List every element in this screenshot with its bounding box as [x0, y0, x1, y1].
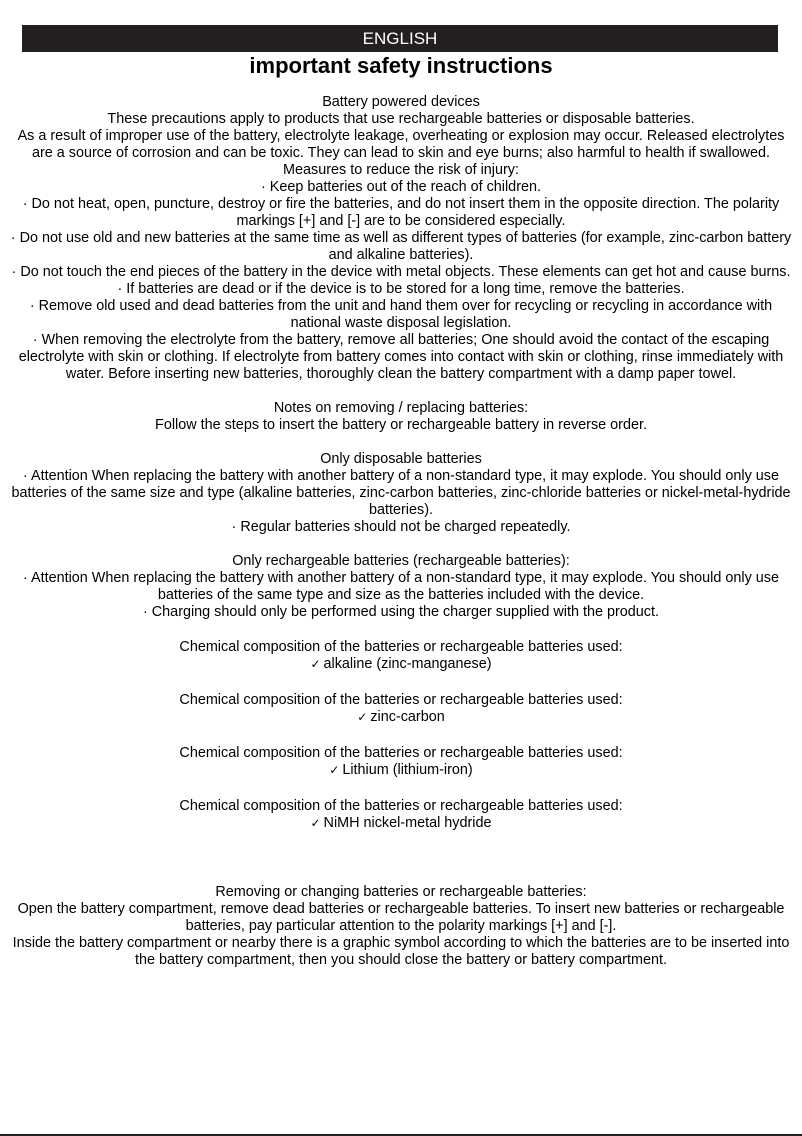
section-heading-disposable: Only disposable batteries [320, 451, 482, 467]
measure-item: · Do not touch the end pieces of the battery in the device with metal objects. These elements can get hot and cause burns. [11, 264, 791, 280]
checkmark-icon: ✓ [357, 710, 368, 724]
language-banner: ENGLISH [22, 25, 778, 52]
chemistry-value: ✓ zinc-carbon [357, 709, 445, 725]
disposable-item: · Attention When replacing the battery with another battery of a non-standard type, it may explode. You should only use batteries of the same size and type (alkaline batteries, zinc-carbon batteries, zinc-chloride batteries or nickel-metal-hydride batteries). [11, 468, 791, 518]
measure-item: · Do not heat, open, puncture, destroy or fire the batteries, and do not insert them in the opposite direction. The polarity markings [+] and [-] are to be considered especially. [22, 196, 780, 229]
chemistry-heading: Chemical composition of the batteries or rechargeable batteries used: [179, 692, 623, 708]
section-heading-measures: Measures to reduce the risk of injury: [283, 162, 519, 178]
measure-item: · Do not use old and new batteries at the same time as well as different types of batteries (for example, zinc-carbon battery and alkaline batteries). [10, 230, 792, 263]
chemistry-value: ✓ Lithium (lithium-iron) [329, 762, 473, 778]
section-heading-battery-devices: Battery powered devices [322, 94, 480, 110]
measure-item: · If batteries are dead or if the device is to be stored for a long time, remove the batteries. [117, 281, 685, 297]
section-heading-rechargeable: Only rechargeable batteries (rechargeable batteries): [232, 553, 570, 569]
page-title: important safety instructions [249, 53, 553, 78]
chemistry-value: ✓ NiMH nickel-metal hydride [310, 815, 492, 831]
section-heading-removing: Removing or changing batteries or rechargeable batteries: [215, 884, 587, 900]
checkmark-icon: ✓ [310, 657, 321, 671]
rechargeable-item: · Attention When replacing the battery with another battery of a non-standard type, it may explode. You should only use batteries of the same type and size as the batteries included with the device. [23, 570, 779, 603]
intro-text: These precautions apply to products that use rechargeable batteries or disposable batteries. [107, 111, 695, 127]
chemistry-heading: Chemical composition of the batteries or rechargeable batteries used: [179, 639, 623, 655]
document-body [10, 94, 792, 969]
chemistry-heading: Chemical composition of the batteries or rechargeable batteries used: [179, 798, 623, 814]
removing-text: Open the battery compartment, remove dead batteries or rechargeable batteries. To insert new batteries or rechargeable batteries, pay particular attention to the polarity markings [+] and [-]. [17, 901, 785, 934]
disposable-item: · Regular batteries should not be charged repeatedly. [231, 519, 571, 535]
measure-item: · When removing the electrolyte from the battery, remove all batteries; One should avoid the contact of the escaping electrolyte with skin or clothing. If electrolyte from battery comes into contact with skin or clothing, rinse immediately with water. Before inserting new batteries, thoroughly clean the battery compartment with a damp paper towel. [18, 332, 784, 382]
checkmark-icon: ✓ [329, 763, 340, 777]
chemistry-heading: Chemical composition of the batteries or rechargeable batteries used: [179, 745, 623, 761]
measure-item: · Keep batteries out of the reach of children. [261, 179, 541, 195]
removing-text: Inside the battery compartment or nearby there is a graphic symbol according to which the batteries are to be inserted into the battery compartment, then you should close the battery or battery compartment. [12, 935, 790, 968]
notes-text: Follow the steps to insert the battery or rechargeable battery in reverse order. [155, 417, 647, 433]
intro-text: As a result of improper use of the battery, electrolyte leakage, overheating or explosion may occur. Released electrolytes are a source of corrosion and can be toxic. They can lead to skin and eye burns; also harmful to health if swallowed. [17, 128, 785, 161]
rechargeable-item: · Charging should only be performed using the charger supplied with the product. [143, 604, 659, 620]
measure-item: · Remove old used and dead batteries from the unit and hand them over for recycling or recycling in accordance with national waste disposal legislation. [29, 298, 773, 331]
chemistry-value: ✓ alkaline (zinc-manganese) [310, 656, 492, 672]
section-heading-notes: Notes on removing / replacing batteries: [273, 400, 529, 416]
checkmark-icon: ✓ [310, 816, 321, 830]
